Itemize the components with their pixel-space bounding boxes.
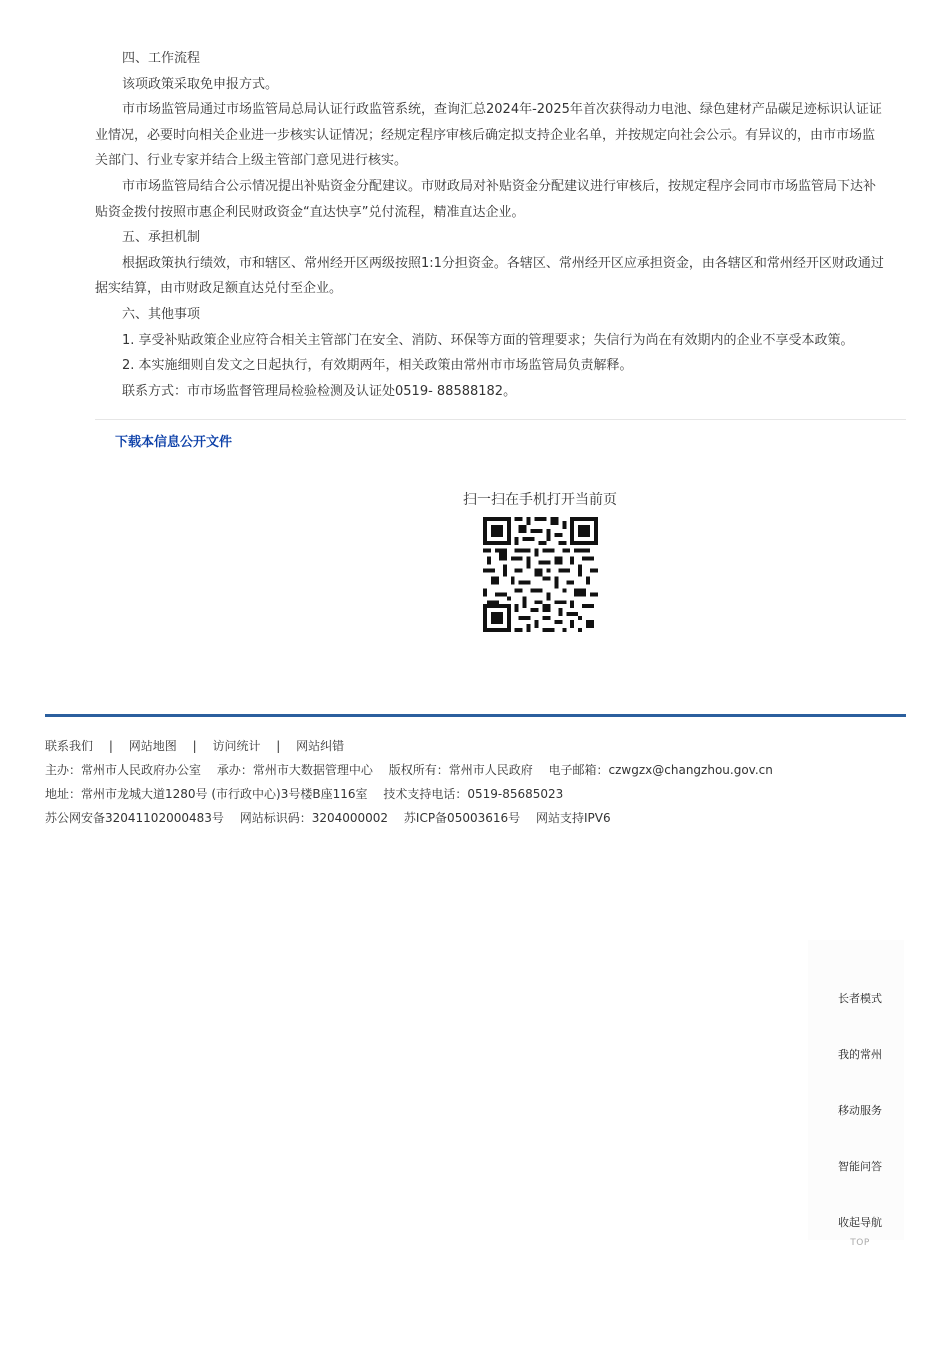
footer-link-sitemap[interactable]: 网站地图 (128, 739, 177, 753)
side-nav-my-changzhou[interactable]: 我的常州 (838, 1048, 882, 1061)
footer-divider (45, 714, 906, 717)
footer-sponsor: 主办：常州市人民政府办公室 (45, 763, 202, 777)
section-heading: 五、承担机制 (122, 230, 201, 246)
footer-info-line (45, 808, 785, 832)
footer-icp-record: 苏ICP备05003616号 (403, 811, 521, 825)
section-heading: 四、工作流程 (122, 51, 201, 66)
footer-copyright: 版权所有：常州市人民政府 (388, 763, 533, 777)
article-paragraph-continued: 关部门、行业专家并结合上级主管部门意见进行核实。 (95, 153, 408, 169)
article-paragraph-continued: 据实结算，由市财政足额直达兑付至企业。 (95, 281, 343, 297)
footer-link-error-report[interactable]: 网站纠错 (296, 739, 345, 753)
side-nav-elderly-mode[interactable]: 长者模式 (838, 992, 882, 1005)
qr-label: 扫一扫在手机打开当前页 (463, 492, 617, 508)
footer-info-line (45, 760, 785, 784)
article-paragraph: 市市场监管局结合公示情况提出补贴资金分配建议。市财政局对补贴资金分配建议进行审核后，按规定程序会同市市场监管局下达补 (122, 178, 877, 194)
side-nav-collapse[interactable]: 收起导航 (838, 1216, 882, 1229)
footer-separator: | (192, 739, 197, 753)
footer-separator: | (276, 739, 281, 753)
article-paragraph: 1. 享受补贴政策企业应符合相关主管部门在安全、消防、环保等方面的管理要求；失信行为尚在有效期内的企业不享受本政策。 (122, 332, 854, 348)
footer-email: 电子邮箱：czwgzx@changzhou.gov.cn (548, 763, 773, 777)
footer-separator: | (108, 739, 113, 753)
article-paragraph: 2. 本实施细则自发文之日起执行，有效期两年，相关政策由常州市市场监管局负责解释。 (122, 358, 633, 374)
footer-police-record: 苏公网安备32041102000483号 (45, 811, 224, 825)
footer-organizer: 承办：常州市大数据管理中心 (216, 763, 373, 777)
article-paragraph: 根据政策执行绩效，市和辖区、常州经开区两级按照1:1分担资金。各辖区、常州经开区应承担资金，由各辖区和常州经开区财政通过 (122, 255, 884, 271)
footer-link-contact[interactable]: 联系我们 (45, 739, 94, 753)
back-to-top-button[interactable]: TOP (850, 1238, 870, 1248)
article-body (95, 46, 906, 404)
article-paragraph-continued: 业情况，必要时向相关企业进一步核实认证情况；经规定程序审核后确定拟支持企业名单，并按规定向社会公示。有异议的，由市市场监 (95, 127, 876, 143)
side-nav-smart-qa[interactable]: 智能问答 (838, 1160, 882, 1173)
article-paragraph: 该项政策采取免申报方式。 (122, 76, 279, 92)
footer-address: 地址：常州市龙城大道1280号 (市行政中心)3号楼B座116室 (45, 787, 368, 801)
footer-links (45, 736, 785, 760)
side-nav-mobile-services[interactable]: 移动服务 (838, 1104, 882, 1117)
article-paragraph-continued: 贴资金拨付按照市惠企利民财政资金“直达快享”兑付流程，精准直达企业。 (95, 204, 525, 220)
download-file-link[interactable]: 下载本信息公开文件 (115, 435, 233, 450)
side-navigation (808, 940, 904, 1248)
footer-ipv6: 网站支持IPV6 (535, 811, 611, 825)
site-footer (45, 736, 785, 832)
qr-code-icon (483, 517, 598, 632)
article-paragraph: 市市场监管局通过市场监管局总局认证行政监管系统，查询汇总2024年-2025年首次获得动力电池、绿色建材产品碳足迹标识认证证 (122, 102, 882, 118)
footer-site-code: 网站标识码：3204000002 (239, 811, 389, 825)
section-heading: 六、其他事项 (122, 306, 201, 322)
footer-link-statistics[interactable]: 访问统计 (212, 739, 261, 753)
content-divider (95, 419, 906, 420)
footer-phone: 技术支持电话：0519-85685023 (383, 787, 564, 801)
footer-info-line (45, 784, 785, 808)
contact-info: 联系方式：市市场监督管理局检验检测及认证处0519- 88588182。 (122, 383, 517, 399)
